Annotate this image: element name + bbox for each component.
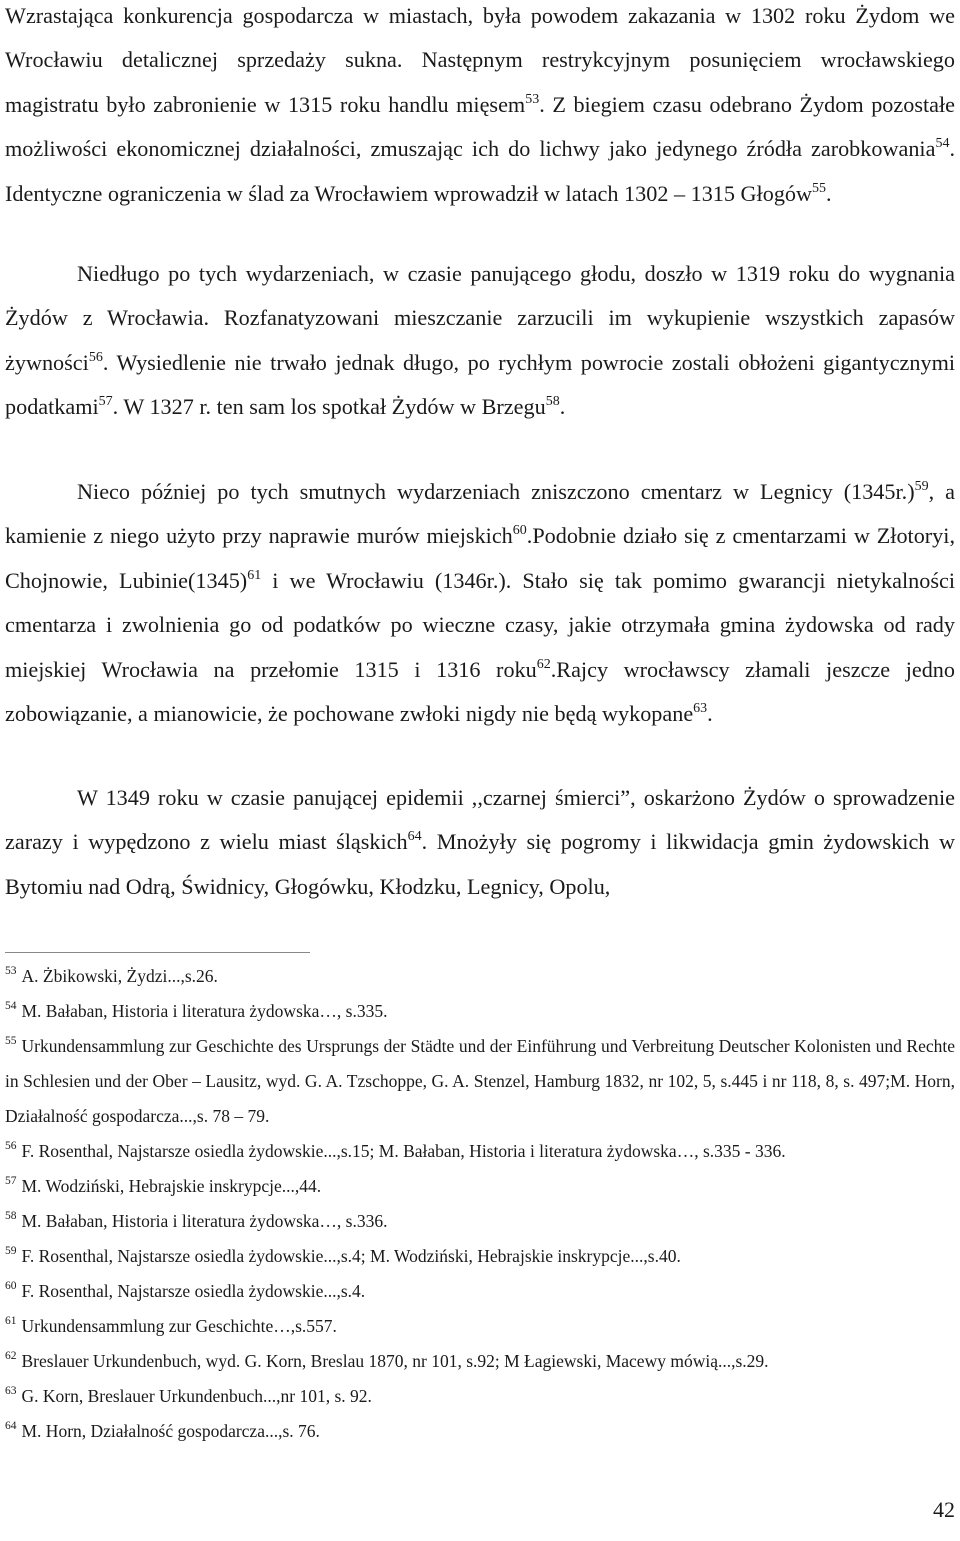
- footnote-55: [5, 1029, 955, 1134]
- footnote-63: [5, 1379, 955, 1414]
- body-paragraph-4: [5, 776, 955, 909]
- footnote-number: 60: [5, 1280, 17, 1292]
- footnote-number: 59: [5, 1245, 17, 1257]
- footnote-number: 56: [5, 1140, 17, 1152]
- footnote-ref-64[interactable]: 64: [407, 829, 422, 845]
- footnote-text: M. Bałaban, Historia i literatura żydowska…, s.336.: [21, 1211, 388, 1231]
- footnote-ref-53[interactable]: 53: [525, 91, 540, 107]
- footnote-ref-59[interactable]: 59: [914, 479, 929, 494]
- paragraph-text: . Identyczne ograniczenia w ślad za Wrocławiem wprowadził w latach 1302 – 1315 Głogów: [5, 136, 955, 206]
- paragraph-text: . Mnożyły się pogromy i likwidacja gmin żydowskich w Bytomiu nad Odrą, Świdnicy, Głogówku, Kłodzku, Legnicy, Opolu,: [5, 829, 956, 899]
- footnote-ref-62[interactable]: 62: [536, 656, 551, 672]
- footnote-61: [5, 1309, 955, 1344]
- footnote-text: Urkundensammlung zur Geschichte…,s.557.: [21, 1316, 337, 1336]
- footnote-62: [5, 1344, 955, 1379]
- footnote-number: 57: [5, 1175, 17, 1187]
- footnotes-section: [5, 959, 955, 1449]
- paragraph-text: .: [559, 394, 566, 420]
- footnote-text: A. Żbikowski, Żydzi...,s.26.: [21, 966, 218, 986]
- footnote-57: [5, 1169, 955, 1204]
- paragraph-text: .Rajcy wrocławscy złamali jeszcze jedno zobowiązanie, a mianowicie, że pochowane zwłoki nigdy nie będą wykopane: [5, 656, 955, 727]
- footnote-text: M. Bałaban, Historia i literatura żydowska…, s.335.: [21, 1001, 388, 1021]
- document-page: [5, 0, 955, 1541]
- footnote-number: 62: [5, 1350, 17, 1362]
- footnote-56: [5, 1134, 955, 1169]
- paragraph-text: Nieco później po tych smutnych wydarzeniach zniszczono cmentarz w Legnicy (1345r.): [77, 479, 915, 504]
- footnote-separator: [5, 952, 310, 953]
- footnote-text: G. Korn, Breslauer Urkundenbuch...,nr 101, s. 92.: [21, 1386, 372, 1406]
- footnote-ref-61[interactable]: 61: [247, 567, 262, 583]
- footnote-ref-55[interactable]: 55: [812, 180, 827, 196]
- paragraph-text: W 1349 roku w czasie panującej epidemii ,,czarnej śmierci”, oskarżono Żydów o sprowadzenie zarazy i wypędzono z wielu miast śląskich: [5, 785, 955, 855]
- footnote-text: F. Rosenthal, Najstarsze osiedla żydowskie...,s.4; M. Wodziński, Hebrajskie inskrypcje...,s.40.: [21, 1246, 681, 1266]
- footnote-number: 55: [5, 1035, 17, 1047]
- footnote-text: Breslauer Urkundenbuch, wyd. G. Korn, Breslau 1870, nr 101, s.92; M Łagiewski, Macewy mówią...,s.29.: [21, 1351, 769, 1371]
- paragraph-text: .: [826, 180, 832, 206]
- paragraph-text: i we Wrocławiu (1346r.). Stało się tak pomimo gwarancji nietykalności cmentarza i zwolnienia go od podatków po wieczne czasy, jakie otrzymała gmina żydowska od rady miejskiej Wrocławia na przełomie 1315 i 1316 roku: [5, 567, 955, 682]
- footnote-ref-58[interactable]: 58: [545, 394, 560, 410]
- paragraph-text: . W 1327 r. ten sam los spotkał Żydów w Brzegu: [112, 394, 546, 420]
- footnote-text: M. Wodziński, Hebrajskie inskrypcje...,44.: [21, 1176, 322, 1196]
- paragraph-text: . Z biegiem czasu odebrano Żydom pozostałe możliwości ekonomicznej działalności, zmuszając ich do lichwy jako jedynego źródła zarobkowania: [5, 91, 955, 162]
- footnote-53: [5, 959, 955, 994]
- footnote-number: 61: [5, 1315, 17, 1327]
- body-paragraph-3: [5, 470, 955, 736]
- footnote-ref-56[interactable]: 56: [88, 349, 103, 365]
- footnote-ref-63[interactable]: 63: [693, 701, 708, 717]
- footnote-text: F. Rosenthal, Najstarsze osiedla żydowskie...,s.15; M. Bałaban, Historia i literatura żydowska…, s.335 - 336.: [21, 1141, 786, 1161]
- footnote-59: [5, 1239, 955, 1274]
- paragraph-text: .Podobnie działo się z cmentarzami w Złotoryi, Chojnowie, Lubinie(1345): [5, 523, 955, 593]
- paragraph-text: . Wysiedlenie nie trwało jednak długo, po rychłym powrocie zostali obłożeni gigantycznymi podatkami: [5, 349, 955, 420]
- footnote-number: 63: [5, 1385, 17, 1397]
- footnote-ref-60[interactable]: 60: [512, 523, 527, 539]
- footnote-64: [5, 1414, 955, 1449]
- body-paragraph-1: [5, 0, 955, 216]
- footnote-ref-54[interactable]: 54: [935, 136, 950, 152]
- footnote-58: [5, 1204, 955, 1239]
- paragraph-text: Niedługo po tych wydarzeniach, w czasie panującego głodu, doszło w 1319 roku do wygnania Żydów z Wrocławia. Rozfanatyzowani mieszczanie zarzucili im wykupienie wszystkich zapasów żywności: [5, 261, 955, 375]
- paragraph-text: , a kamienie z niego użyto przy naprawie murów miejskich: [5, 479, 955, 549]
- footnote-text: Urkundensammlung zur Geschichte des Ursprungs der Städte und der Einführung und Verbreitung Deutscher Kolonisten und Rechte in Schlesien und der Ober – Lausitz, wyd. G. A. Tzschoppe, G. A. Stenzel, Hamburg 1832, nr 102, 5, s.445 i nr 118, 8, s. 497;M. Horn, Działalność gospodarcza...,s. 78 – 79.: [5, 1036, 955, 1126]
- paragraph-text: Wzrastająca konkurencja gospodarcza w miastach, była powodem zakazania w 1302 roku Żydom we Wrocławiu detalicznej sprzedaży sukna. Następnym restrykcyjnym posunięciem wrocławskiego magistratu było zabronienie w 1315 roku handlu mięsem: [5, 3, 955, 117]
- footnote-60: [5, 1274, 955, 1309]
- footnote-number: 64: [5, 1420, 17, 1432]
- footnote-text: F. Rosenthal, Najstarsze osiedla żydowskie...,s.4.: [21, 1281, 366, 1301]
- paragraph-text: .: [707, 701, 713, 727]
- footnote-number: 58: [5, 1210, 17, 1222]
- page-number: 42: [933, 1497, 955, 1522]
- footnote-54: [5, 994, 955, 1029]
- footnote-number: 53: [5, 965, 17, 977]
- footnote-text: M. Horn, Działalność gospodarcza...,s. 76.: [21, 1421, 320, 1441]
- body-paragraph-2: [5, 252, 955, 430]
- footnote-ref-57[interactable]: 57: [98, 394, 113, 410]
- footnote-number: 54: [5, 1000, 17, 1012]
